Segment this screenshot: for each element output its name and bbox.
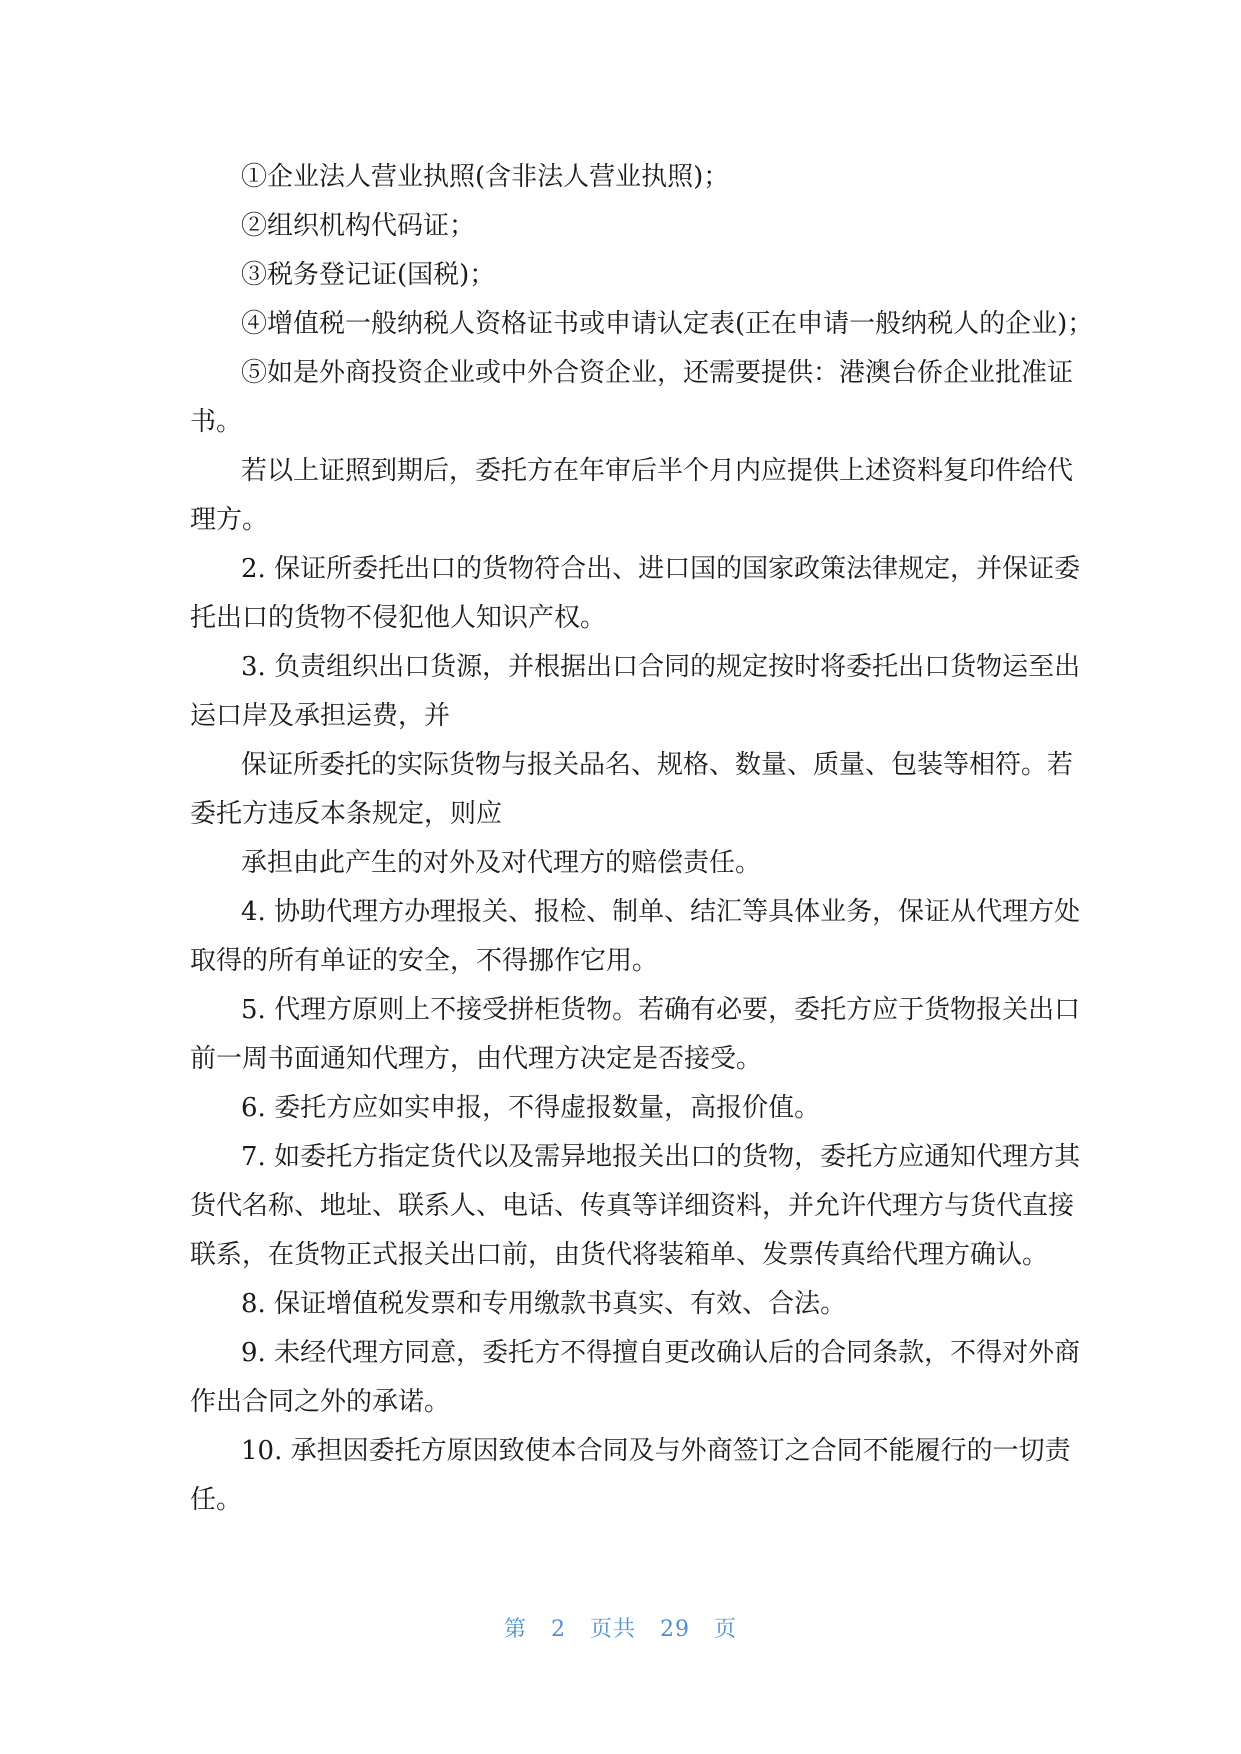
paragraph-line: ④增值税一般纳税人资格证书或申请认定表(正在申请一般纳税人的企业)； xyxy=(241,309,1094,339)
paragraph-line: 承担由此产生的对外及对代理方的赔偿责任。 xyxy=(241,848,762,878)
paragraph-line: 9. 未经代理方同意，委托方不得擅自更改确认后的合同条款，不得对外商 xyxy=(241,1338,1081,1368)
paragraph-line: ①企业法人营业执照(含非法人营业执照)； xyxy=(241,162,730,192)
document-body xyxy=(190,153,1094,1525)
page-footer xyxy=(0,1612,1241,1643)
page-suffix: 页 xyxy=(714,1617,738,1642)
paragraph-line: 3. 负责组织出口货源，并根据出口合同的规定按时将委托出口货物运至出 xyxy=(241,652,1081,682)
paragraph-line: 货代名称、地址、联系人、电话、传真等详细资料，并允许代理方与货代直接 xyxy=(190,1191,1075,1221)
paragraph-line: 保证所委托的实际货物与报关品名、规格、数量、质量、包装等相符。若 xyxy=(241,750,1074,780)
paragraph-line: 8. 保证增值税发票和专用缴款书真实、有效、合法。 xyxy=(241,1289,847,1319)
paragraph-line: ③税务登记证(国税)； xyxy=(241,260,496,290)
total-pages: 29 xyxy=(660,1617,690,1642)
paragraph-line: 书。 xyxy=(190,407,243,437)
paragraph-line: 4. 协助代理方办理报关、报检、制单、结汇等具体业务，保证从代理方处 xyxy=(241,897,1081,927)
page-number: 2 xyxy=(550,1617,566,1642)
paragraph-line: 运口岸及承担运费，并 xyxy=(190,701,451,731)
page-prefix: 第 xyxy=(503,1617,527,1642)
paragraph-line: 理方。 xyxy=(190,505,269,535)
paragraph-line: ②组织机构代码证； xyxy=(241,211,476,241)
paragraph-line: 联系，在货物正式报关出口前，由货代将装箱单、发票传真给代理方确认。 xyxy=(190,1240,1049,1270)
paragraph-line: 托出口的货物不侵犯他人知识产权。 xyxy=(190,603,607,633)
paragraph-line: 7. 如委托方指定货代以及需异地报关出口的货物，委托方应通知代理方其 xyxy=(241,1142,1081,1172)
paragraph-line: 委托方违反本条规定，则应 xyxy=(190,799,503,829)
paragraph-line: 5. 代理方原则上不接受拼柜货物。若确有必要，委托方应于货物报关出口 xyxy=(241,995,1081,1025)
paragraph-line: 10. 承担因委托方原因致使本合同及与外商签订之合同不能履行的一切责 xyxy=(241,1436,1071,1466)
paragraph-line: 2. 保证所委托出口的货物符合出、进口国的国家政策法律规定，并保证委 xyxy=(241,554,1081,584)
paragraph-line: 取得的所有单证的安全，不得挪作它用。 xyxy=(190,946,659,976)
paragraph-line: 任。 xyxy=(190,1485,243,1515)
paragraph-line: 6. 委托方应如实申报，不得虚报数量，高报价值。 xyxy=(241,1093,821,1123)
page-middle: 页共 xyxy=(589,1617,636,1642)
paragraph-line: 若以上证照到期后，委托方在年审后半个月内应提供上述资料复印件给代 xyxy=(241,456,1074,486)
paragraph-line: ⑤如是外商投资企业或中外合资企业，还需要提供：港澳台侨企业批准证 xyxy=(241,358,1074,388)
paragraph-line: 作出合同之外的承诺。 xyxy=(190,1387,451,1417)
paragraph-line: 前一周书面通知代理方，由代理方决定是否接受。 xyxy=(190,1044,763,1074)
